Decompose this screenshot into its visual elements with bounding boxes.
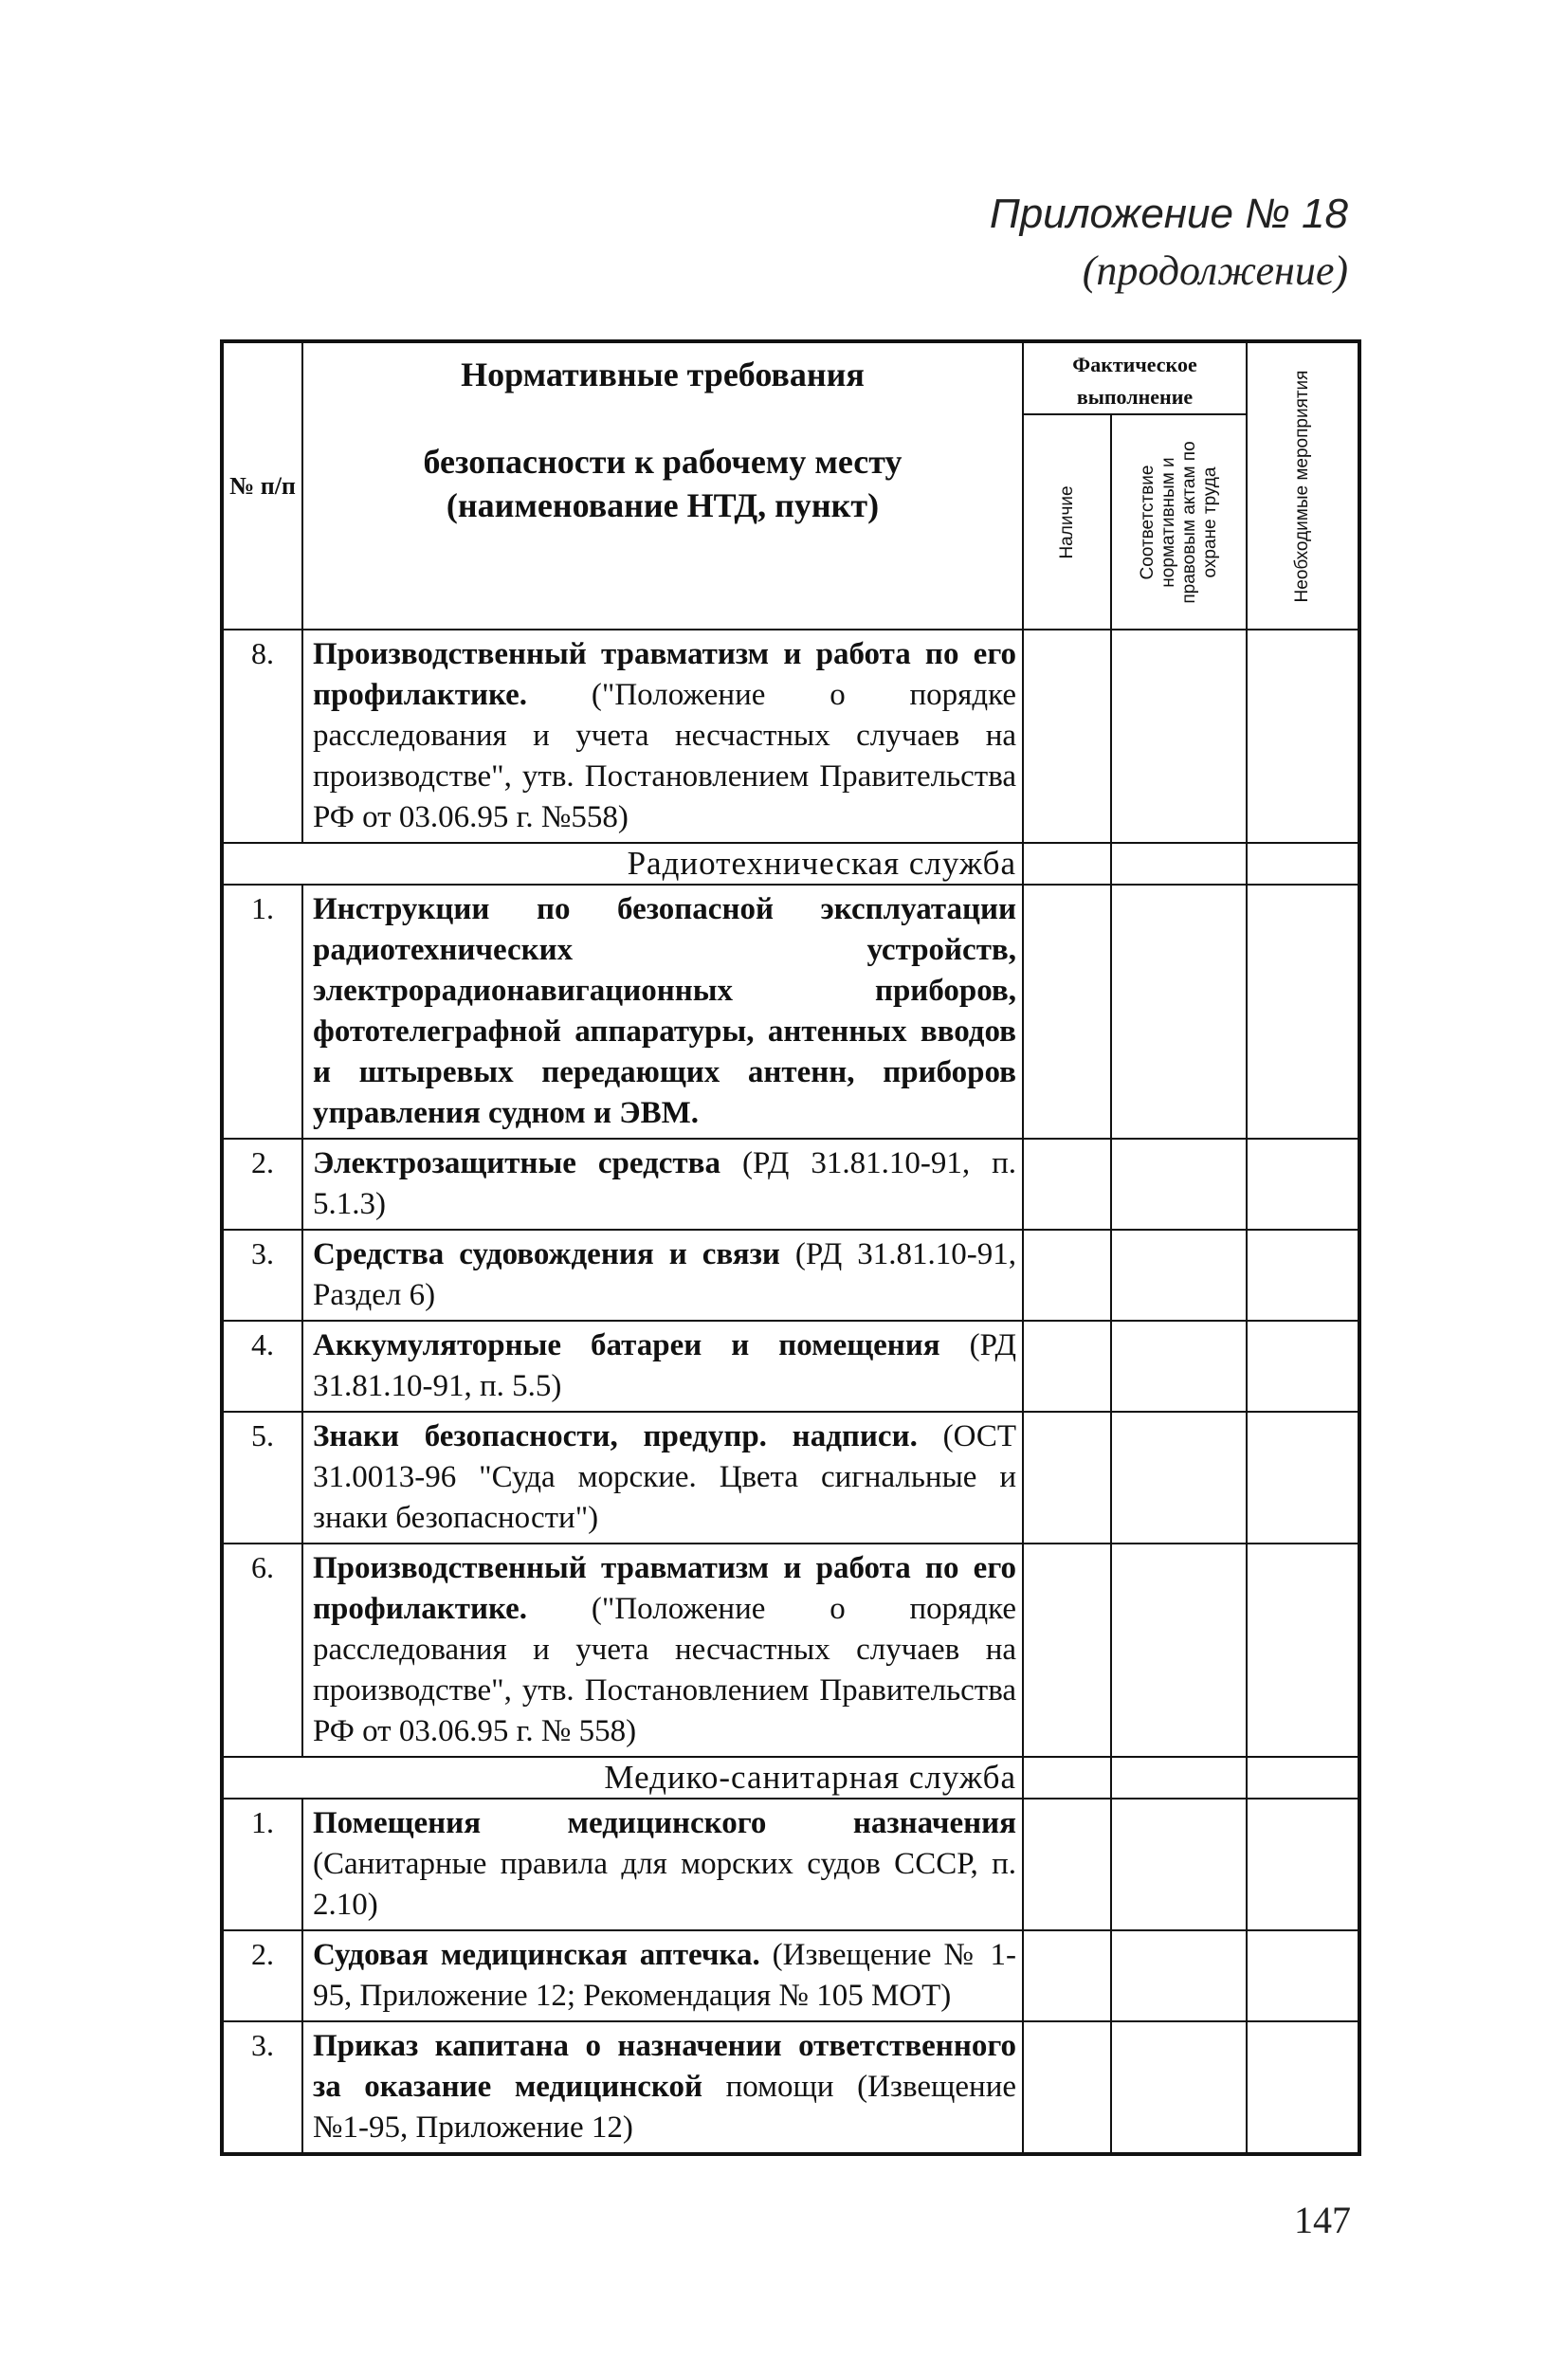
compliance-cell xyxy=(1111,1412,1247,1544)
empty-cell xyxy=(1111,843,1247,885)
requirement-text xyxy=(302,885,1023,1139)
table-row xyxy=(222,1230,1359,1321)
header-measures-cell xyxy=(1247,341,1359,630)
presence-cell xyxy=(1023,1139,1111,1230)
presence-cell xyxy=(1023,1930,1111,2021)
presence-cell xyxy=(1023,1230,1111,1321)
requirement-title: Судовая медицинская аптечка. xyxy=(313,1938,760,1972)
measures-cell xyxy=(1247,1544,1359,1757)
section-title: Радиотехническая служба xyxy=(222,843,1023,885)
table-row xyxy=(222,1544,1359,1757)
requirement-text xyxy=(302,1412,1023,1544)
measures-cell xyxy=(1247,630,1359,843)
section-title: Медико-санитарная служба xyxy=(222,1757,1023,1799)
compliance-cell xyxy=(1111,1139,1247,1230)
header-compliance: Соответствие нормативным и правовым актам по охране труда xyxy=(1137,440,1220,604)
table-row xyxy=(222,1412,1359,1544)
requirement-reference: (Санитарные правила для морских судов СССР, п. 2.10) xyxy=(313,1847,1016,1922)
measures-cell xyxy=(1247,1930,1359,2021)
requirement-title: Помещения медицинского назначения xyxy=(313,1806,1016,1840)
table-row xyxy=(222,1930,1359,2021)
empty-cell xyxy=(1023,843,1111,885)
presence-cell xyxy=(1023,2021,1111,2154)
header-num: № п/п xyxy=(222,341,302,630)
empty-cell xyxy=(1111,1757,1247,1799)
appendix-subtitle: (продолжение) xyxy=(1082,247,1348,294)
measures-cell xyxy=(1247,1799,1359,1930)
table-row xyxy=(222,885,1359,1139)
presence-cell xyxy=(1023,630,1111,843)
requirement-title: Знаки безопасности, предупр. надписи. xyxy=(313,1419,918,1453)
requirement-text xyxy=(302,1230,1023,1321)
table-row xyxy=(222,1799,1359,1930)
requirement-reference: помощи (Извещение №1-95, Приложение 12) xyxy=(313,2070,1017,2145)
requirement-title: Аккумуляторные батареи и помещения xyxy=(313,1328,940,1362)
header-compliance-cell xyxy=(1111,414,1247,630)
requirements-table xyxy=(220,339,1361,2156)
requirement-text xyxy=(302,1321,1023,1412)
page-header xyxy=(990,186,1348,300)
section-row xyxy=(222,1757,1359,1799)
requirement-title: Производственный травматизм и работа по его профилактике. xyxy=(313,637,1016,712)
presence-cell xyxy=(1023,1412,1111,1544)
measures-cell xyxy=(1247,885,1359,1139)
requirement-reference: (РД 31.81.10-91, п. 5.1.3) xyxy=(313,1146,1016,1221)
measures-cell xyxy=(1247,2021,1359,2154)
requirement-text xyxy=(302,630,1023,843)
compliance-cell xyxy=(1111,630,1247,843)
header-measures: Необходимые мероприятия xyxy=(1292,370,1313,602)
header-presence-cell xyxy=(1023,414,1111,630)
requirement-text xyxy=(302,2021,1023,2154)
header-row-1 xyxy=(222,341,1359,414)
row-number: 2. xyxy=(222,1139,302,1230)
row-number: 8. xyxy=(222,630,302,843)
table-row xyxy=(222,630,1359,843)
requirement-text xyxy=(302,1544,1023,1757)
row-number: 2. xyxy=(222,1930,302,2021)
requirement-text xyxy=(302,1930,1023,2021)
row-number: 4. xyxy=(222,1321,302,1412)
row-number: 6. xyxy=(222,1544,302,1757)
header-presence: Наличие xyxy=(1056,484,1077,559)
compliance-cell xyxy=(1111,1321,1247,1412)
requirement-title: Инструкции по безопасной эксплуатации радиотехнических устройств, электрорадионавигационных приборов, фототелеграфной аппаратуры, антенных вводов и штыревых передающих антенн, приборов управления судном и ЭВМ. xyxy=(313,892,1016,1130)
compliance-cell xyxy=(1111,1930,1247,2021)
appendix-title: Приложение № 18 xyxy=(989,191,1348,237)
page-number: 147 xyxy=(1294,2199,1351,2241)
empty-cell xyxy=(1247,843,1359,885)
requirement-title: Средства судовождения и связи xyxy=(313,1237,780,1271)
section-row xyxy=(222,843,1359,885)
measures-cell xyxy=(1247,1139,1359,1230)
requirement-title: Производственный травматизм и работа по его профилактике. xyxy=(313,1551,1016,1626)
table-row xyxy=(222,1321,1359,1412)
measures-cell xyxy=(1247,1321,1359,1412)
row-number: 3. xyxy=(222,2021,302,2154)
requirement-reference: (Извещение № 1-95, Приложение 12; Рекомендация № 105 МОТ) xyxy=(313,1938,1016,2013)
presence-cell xyxy=(1023,1799,1111,1930)
measures-cell xyxy=(1247,1412,1359,1544)
header-requirements-line2: безопасности к рабочему месту (наименование НТД, пункт) xyxy=(423,443,903,524)
row-number: 5. xyxy=(222,1412,302,1544)
empty-cell xyxy=(1023,1757,1111,1799)
requirement-reference: ("Положение о порядке расследования и учета несчастных случаев на производстве", утв. Постановлением Правительства РФ от 03.06.95 г. № 558) xyxy=(313,1592,1017,1748)
requirement-reference: (РД 31.81.10-91, Раздел 6) xyxy=(313,1237,1016,1312)
header-requirements xyxy=(302,341,1023,630)
table-row xyxy=(222,2021,1359,2154)
presence-cell xyxy=(1023,1321,1111,1412)
table-row xyxy=(222,1139,1359,1230)
compliance-cell xyxy=(1111,1799,1247,1930)
row-number: 1. xyxy=(222,885,302,1139)
row-number: 3. xyxy=(222,1230,302,1321)
presence-cell xyxy=(1023,1544,1111,1757)
compliance-cell xyxy=(1111,885,1247,1139)
requirement-text xyxy=(302,1139,1023,1230)
requirement-reference: (ОСТ 31.0013-96 "Суда морские. Цвета сигнальные и знаки безопасности") xyxy=(313,1419,1017,1535)
requirement-text xyxy=(302,1799,1023,1930)
compliance-cell xyxy=(1111,1230,1247,1321)
header-actual: Фактическое выполнение xyxy=(1023,341,1247,414)
requirement-reference: (РД 31.81.10-91, п. 5.5) xyxy=(313,1328,1017,1403)
requirement-title: Приказ капитана о назначении ответственного за оказание медицинской xyxy=(313,2029,1016,2104)
requirement-title: Электрозащитные средства xyxy=(313,1146,720,1180)
empty-cell xyxy=(1247,1757,1359,1799)
presence-cell xyxy=(1023,885,1111,1139)
compliance-cell xyxy=(1111,1544,1247,1757)
compliance-cell xyxy=(1111,2021,1247,2154)
row-number: 1. xyxy=(222,1799,302,1930)
header-requirements-line1: Нормативные требования xyxy=(461,356,865,393)
measures-cell xyxy=(1247,1230,1359,1321)
requirement-reference: ("Положение о порядке расследования и учета несчастных случаев на производстве", утв. Постановлением Правительства РФ от 03.06.95 г. №558) xyxy=(313,678,1017,834)
